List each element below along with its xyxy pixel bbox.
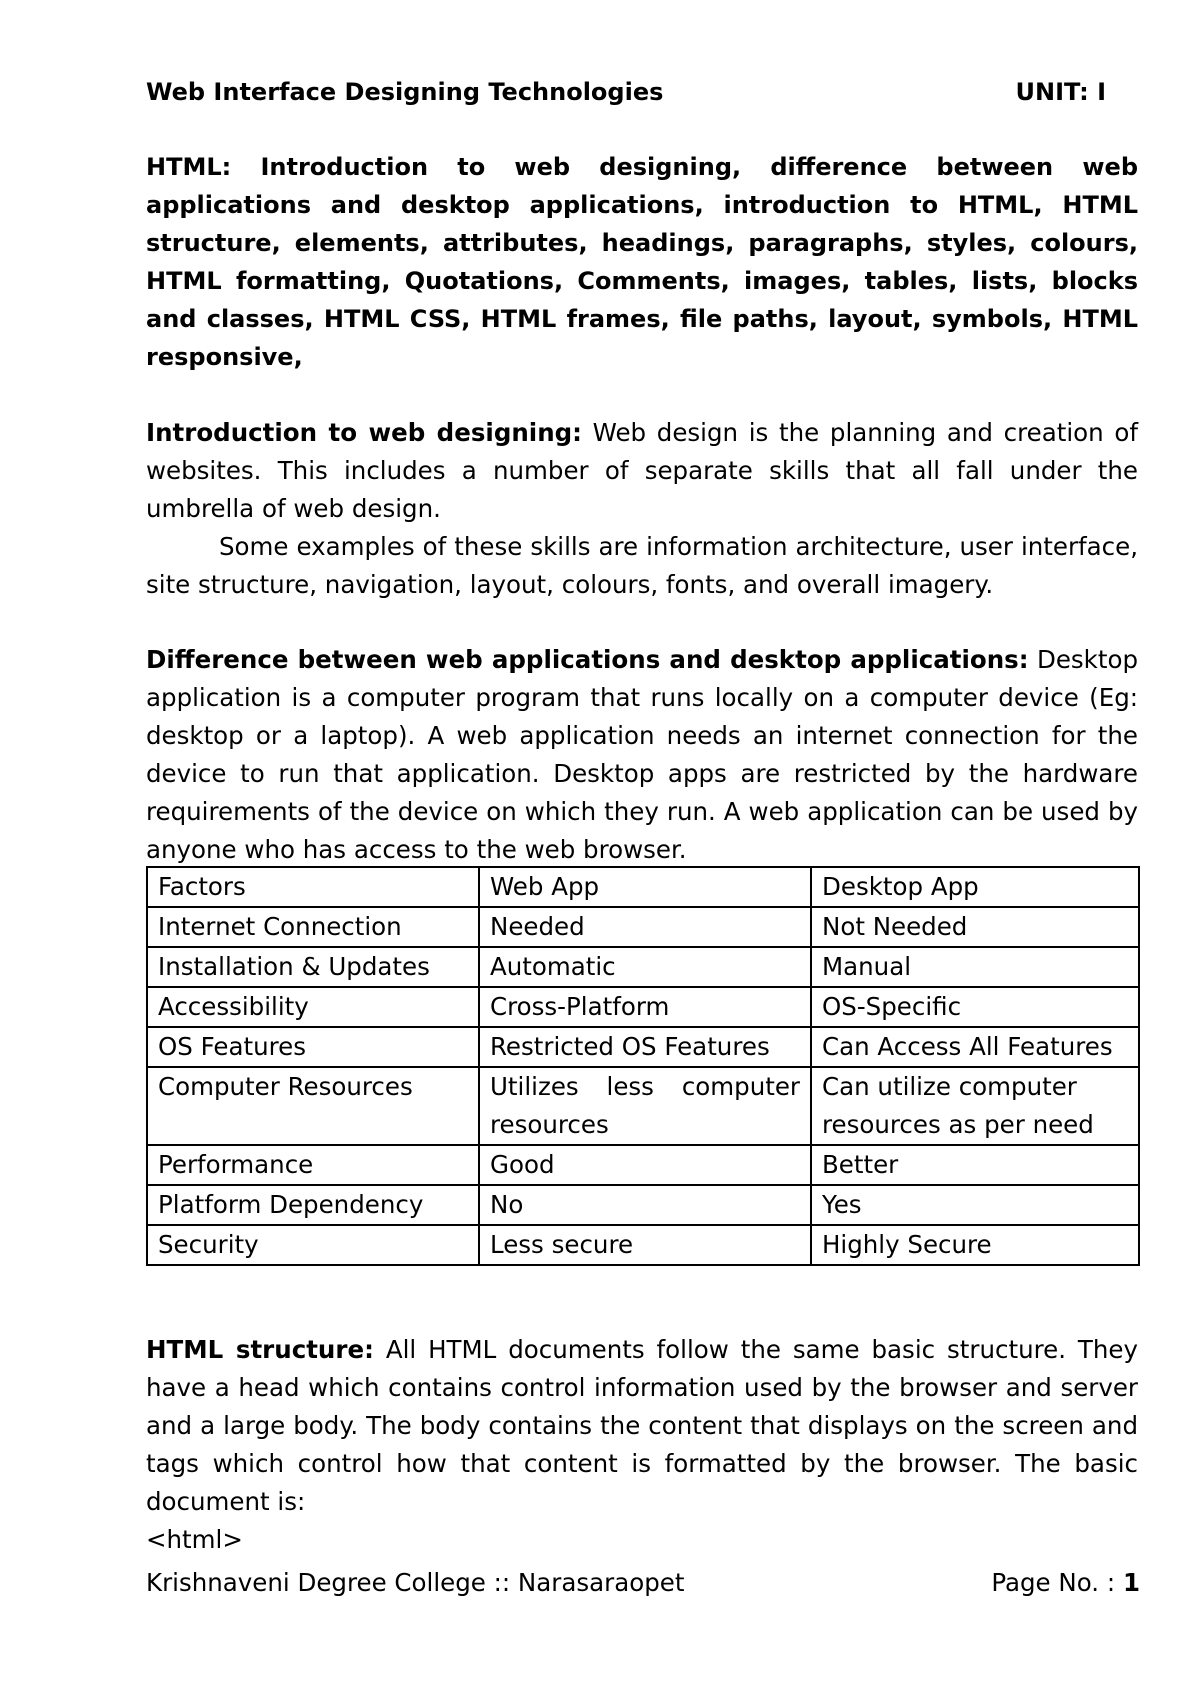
structure-body: All HTML documents follow the same basic structure. They have a head which contains control information used by the browser and server and a large body. The body contains the content that displays on the screen and tags which control how that content is formatted by the browser. The basic document is: — [146, 1335, 1138, 1516]
table-cell: Restricted OS Features — [479, 1027, 811, 1067]
table-row — [147, 987, 1139, 1027]
college-name: Krishnaveni Degree College :: Narasaraopet — [146, 1568, 685, 1597]
table-cell: Can Access All Features — [811, 1027, 1139, 1067]
table-header-row — [147, 867, 1139, 907]
table-cell: Can utilize computer resources as per need — [811, 1067, 1139, 1145]
table-cell: OS Features — [147, 1027, 479, 1067]
table-row — [147, 947, 1139, 987]
unit-label: UNIT: I — [1015, 78, 1106, 106]
table-cell: Performance — [147, 1145, 479, 1185]
table-row — [147, 1185, 1139, 1225]
table-cell: Cross-Platform — [479, 987, 811, 1027]
table-cell: Less secure — [479, 1225, 811, 1265]
difference-section — [146, 641, 1138, 869]
table-header-cell: Web App — [479, 867, 811, 907]
table-cell: Yes — [811, 1185, 1139, 1225]
comparison-table-body — [147, 867, 1139, 1265]
table-cell: Better — [811, 1145, 1139, 1185]
table-row — [147, 1225, 1139, 1265]
intro-heading: Introduction to web designing: — [146, 418, 582, 447]
table-cell: Accessibility — [147, 987, 479, 1027]
table-cell: Highly Secure — [811, 1225, 1139, 1265]
comparison-table — [146, 866, 1140, 1266]
table-row — [147, 1027, 1139, 1067]
table-header-cell: Factors — [147, 867, 479, 907]
table-cell: Manual — [811, 947, 1139, 987]
page-header — [146, 76, 1106, 108]
table-cell: OS-Specific — [811, 987, 1139, 1027]
table-cell: Not Needed — [811, 907, 1139, 947]
document-page — [146, 0, 1138, 1696]
table-cell: Automatic — [479, 947, 811, 987]
code-line: <html> — [146, 1525, 243, 1554]
table-cell: Good — [479, 1145, 811, 1185]
table-cell: Computer Resources — [147, 1067, 479, 1145]
table-cell: Platform Dependency — [147, 1185, 479, 1225]
table-row — [147, 1145, 1139, 1185]
intro-body: Web design is the planning and creation of websites. This includes a number of separate skills that all fall under the umbrella of web design. — [146, 418, 1138, 523]
table-cell: Internet Connection — [147, 907, 479, 947]
topics-paragraph: HTML: Introduction to web designing, difference between web applications and desktop applications, introduction to HTML, HTML structure, elements, attributes, headings, paragraphs, styles, colours, HTML formatting, Quotations, Comments, images, tables, lists, blocks and classes, HTML CSS, HTML frames, file paths, layout, symbols, HTML responsive, — [146, 153, 1138, 371]
table-header-cell: Desktop App — [811, 867, 1139, 907]
difference-body: Desktop application is a computer program that runs locally on a computer device (Eg: desktop or a laptop). A web application needs an internet connection for the device to run that application. Desktop apps are restricted by the hardware requirements of the device on which they run. A web application can be used by anyone who has access to the web browser. — [146, 645, 1138, 864]
intro-paragraph — [146, 414, 1138, 528]
structure-section — [146, 1331, 1138, 1559]
table-row — [147, 907, 1139, 947]
table-cell: No — [479, 1185, 811, 1225]
table-cell: Security — [147, 1225, 479, 1265]
table-cell: Utilizes less computer resources — [479, 1067, 811, 1145]
page-number: 1 — [1122, 1568, 1140, 1597]
intro-section — [146, 414, 1138, 604]
table-cell: Installation & Updates — [147, 947, 479, 987]
table-row — [147, 1067, 1139, 1145]
difference-heading: Difference between web applications and desktop applications: — [146, 645, 1029, 674]
table-cell: Needed — [479, 907, 811, 947]
page-footer — [146, 1565, 1140, 1601]
page-number-label — [991, 1565, 1140, 1601]
structure-paragraph — [146, 1331, 1138, 1521]
document-title: Web Interface Designing Technologies — [146, 78, 664, 106]
structure-heading: HTML structure: — [146, 1335, 374, 1364]
intro-paragraph-2: Some examples of these skills are information architecture, user interface, site structure, navigation, layout, colours, fonts, and overall imagery. — [146, 532, 1138, 599]
page-label: Page No. : — [991, 1568, 1116, 1597]
